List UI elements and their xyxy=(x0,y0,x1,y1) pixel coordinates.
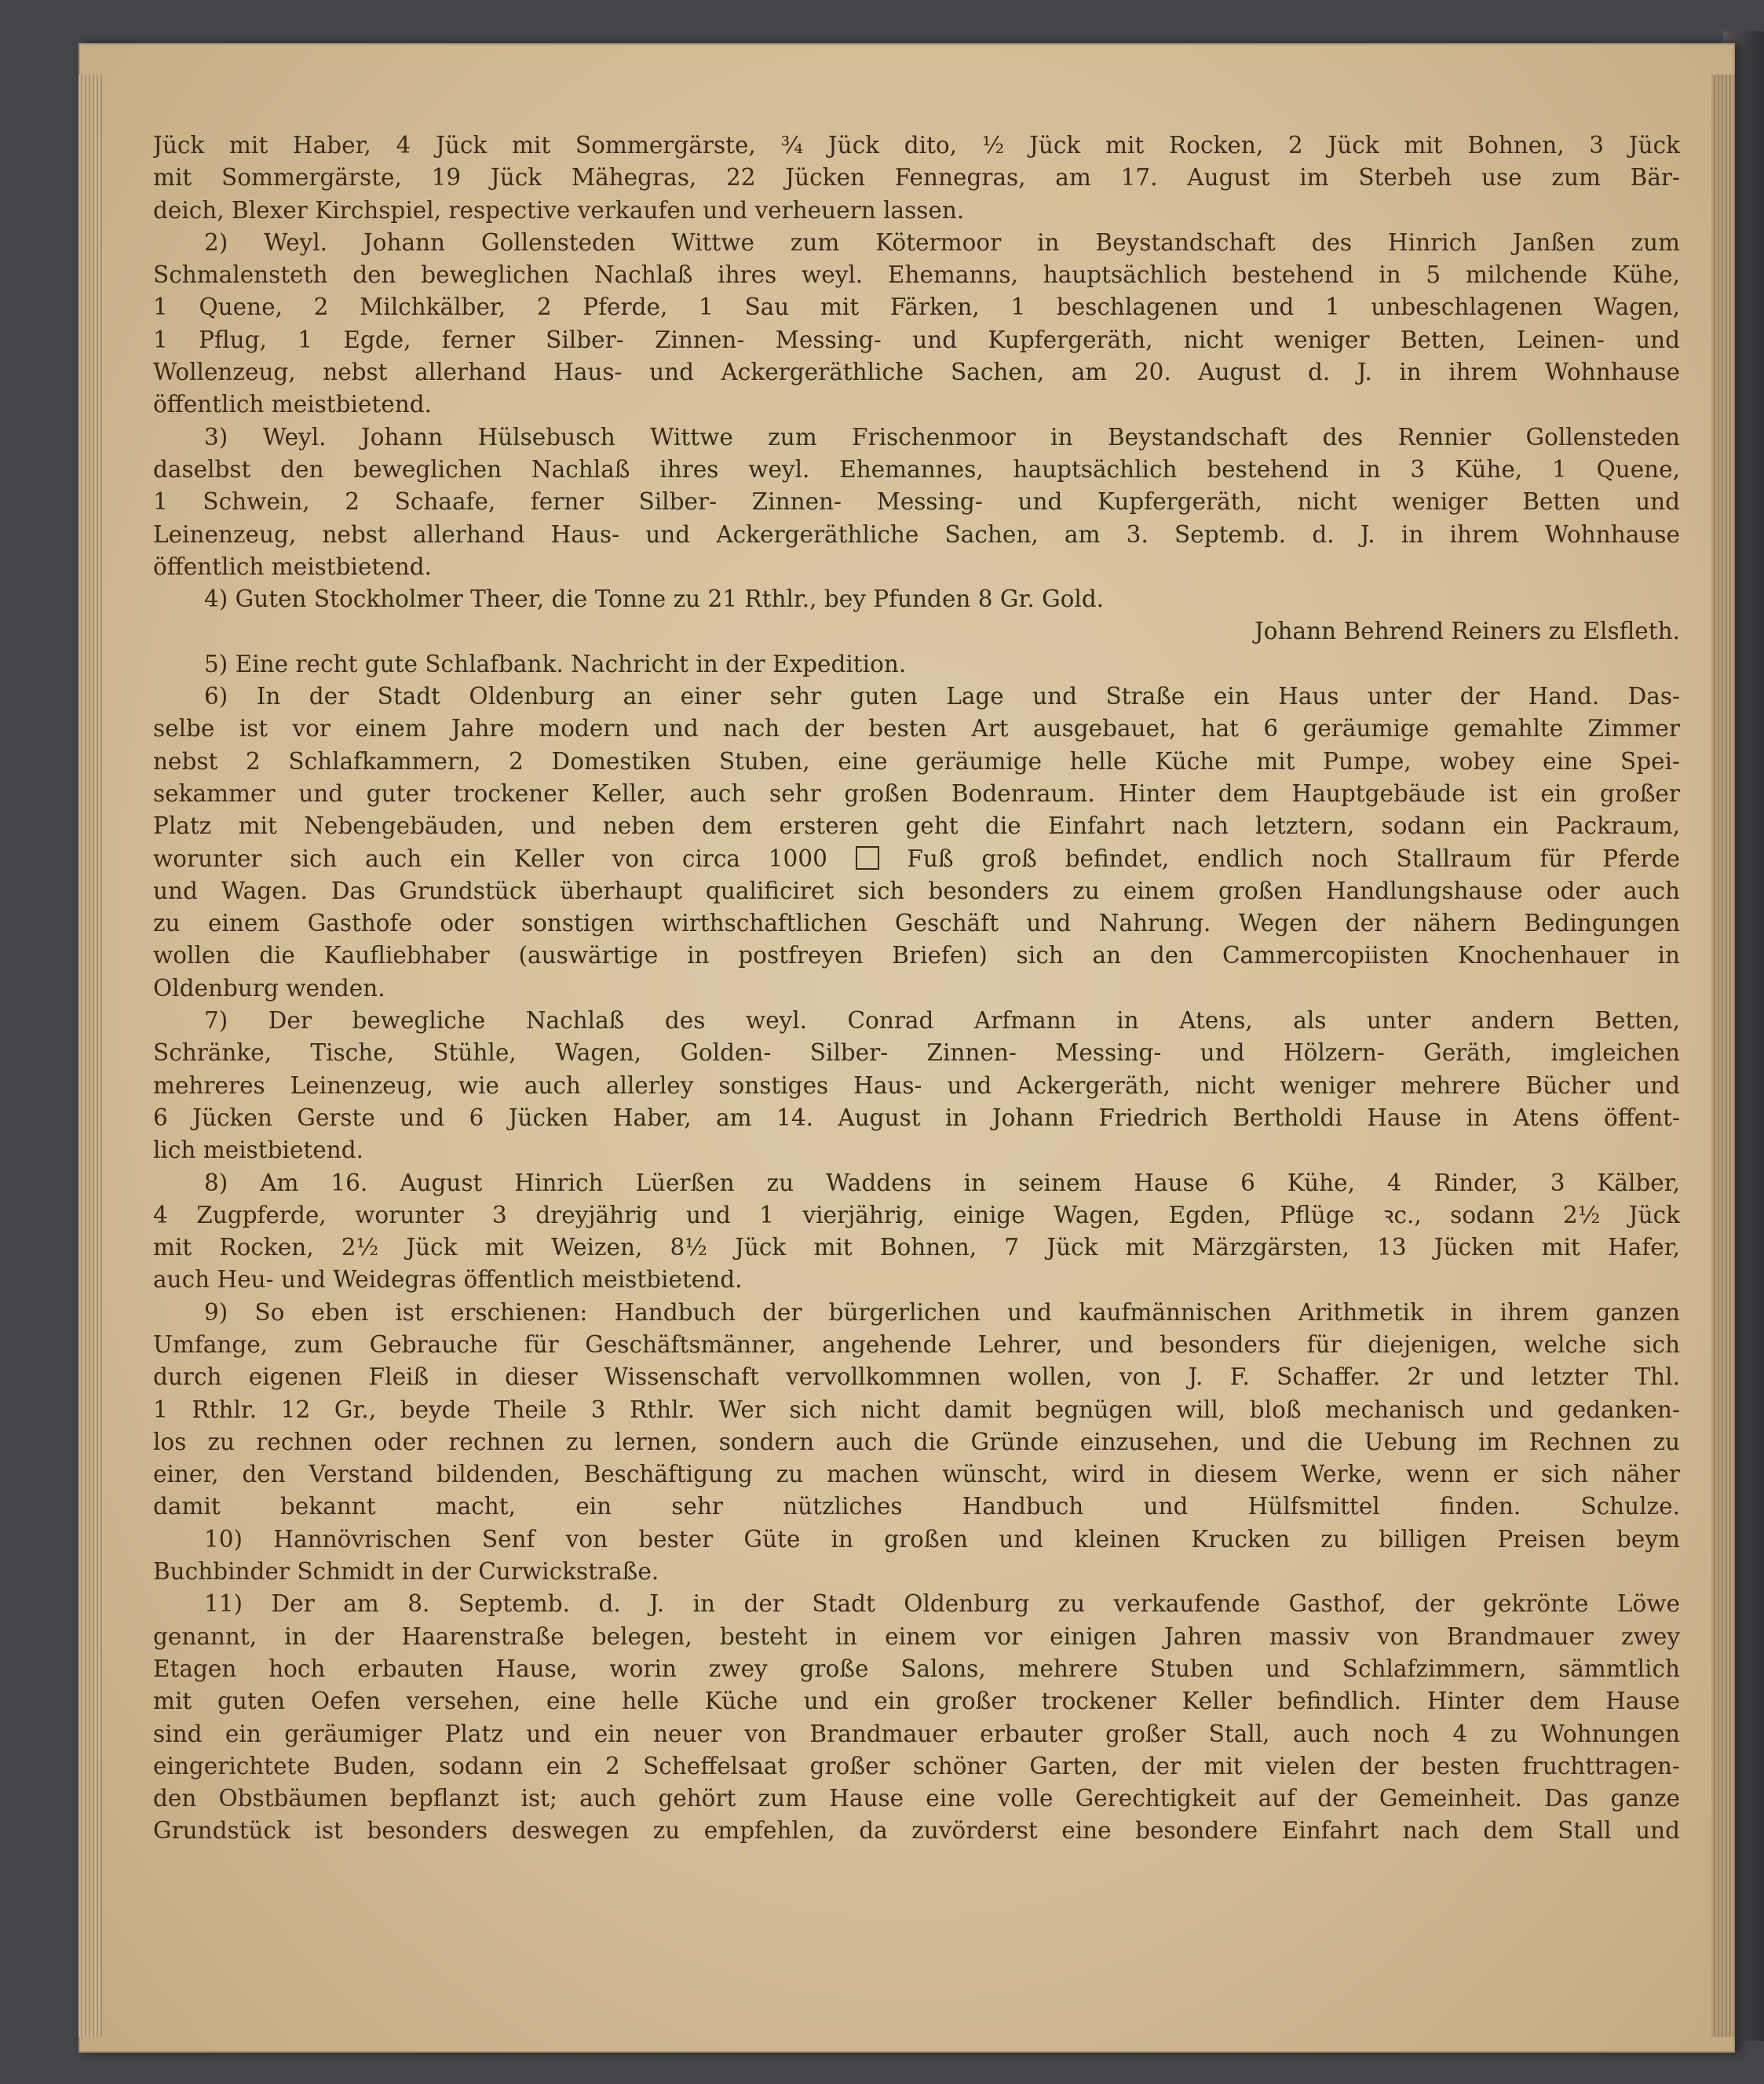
text-line: damit bekannt macht, ein sehr nützliches Handbuch und Hülfsmittel finden. Schulze. xyxy=(153,1493,1680,1520)
text-line: 6 Jücken Gerste und 6 Jücken Haber, am 14. August in Johann Friedrich Bertholdi Hause in Atens öffent- xyxy=(153,1104,1680,1131)
text-line: 10) Hannövrischen Senf von bester Güte in großen und kleinen Krucken zu billigen Preisen beym xyxy=(204,1525,1680,1553)
text-line: 7) Der bewegliche Nachlaß des weyl. Conrad Arfmann in Atens, als unter andern Betten, xyxy=(204,1007,1680,1035)
text-line: Schmalensteth den beweglichen Nachlaß ihres weyl. Ehemanns, hauptsächlich bestehend in 5 milchende Kühe, xyxy=(153,261,1680,289)
text-line-part: worunter sich auch ein Keller von circa 1000 xyxy=(153,845,827,872)
text-line: 5) Eine recht gute Schlafbank. Nachricht in der Expedition. xyxy=(204,650,907,677)
document-text-block xyxy=(153,130,1680,1848)
text-line: Wollenzeug, nebst allerhand Haus- und Ackergeräthliche Sachen, am 20. August d. J. in ihrem Wohnhause xyxy=(153,359,1680,386)
text-line: Grundstück ist besonders deswegen zu empfehlen, da zuvörderst eine besondere Einfahrt nach dem Stall und xyxy=(153,1817,1680,1845)
text-line: 9) So eben ist erschienen: Handbuch der bürgerlichen und kaufmännischen Arithmetik in ihrem ganzen xyxy=(204,1298,1680,1326)
text-line: mit guten Oefen versehen, eine helle Küche und ein großer trockener Keller befindlich. Hinter dem Hause xyxy=(153,1688,1680,1715)
text-line: auch Heu- und Weidegras öffentlich meistbietend. xyxy=(153,1266,743,1294)
text-line: eingerichtete Buden, sodann ein 2 Scheffelsaat großer schöner Garten, der mit vielen der besten fruchttragen- xyxy=(153,1752,1680,1779)
text-line: 1 Pflug, 1 Egde, ferner Silber- Zinnen- Messing- und Kupfergeräth, nicht weniger Betten, Leinen- und xyxy=(153,326,1680,353)
page-stack-left-edge xyxy=(79,75,102,2037)
text-line: Umfange, zum Gebrauche für Geschäftsmänner, angehende Lehrer, und besonders für diejenigen, welche sich xyxy=(153,1330,1680,1358)
text-line: 11) Der am 8. Septemb. d. J. in der Stadt Oldenburg zu verkaufende Gasthof, der gekrönte Löwe xyxy=(204,1590,1680,1618)
text-line: 4) Guten Stockholmer Theer, die Tonne zu 21 Rthlr., bey Pfunden 8 Gr. Gold. xyxy=(204,586,1105,613)
text-line: deich, Blexer Kirchspiel, respective verkaufen und verheuern lassen. xyxy=(153,196,965,224)
text-line: Jück mit Haber, 4 Jück mit Sommergärste, ¾ Jück dito, ½ Jück mit Rocken, 2 Jück mit Bohnen, 3 Jück xyxy=(153,132,1680,159)
text-line: Oldenburg wenden. xyxy=(153,974,385,1002)
text-line: öffentlich meistbietend. xyxy=(153,553,433,580)
text-line: selbe ist vor einem Jahre modern und nach der besten Art ausgebauet, hat 6 geräumige gemahlte Zimmer xyxy=(153,715,1680,743)
text-line: 3) Weyl. Johann Hülsebusch Wittwe zum Frischenmoor in Beystandschaft des Rennier Gollensteden xyxy=(204,423,1680,451)
text-line: 2) Weyl. Johann Gollensteden Wittwe zum Kötermoor in Beystandschaft des Hinrich Janßen zum xyxy=(204,228,1680,256)
text-line: 1 Schwein, 2 Schaafe, ferner Silber- Zinnen- Messing- und Kupfergeräth, nicht weniger Betten und xyxy=(153,488,1680,516)
text-line: einer, den Verstand bildenden, Beschäftigung zu machen wünscht, wird in diesem Werke, wenn er sich näher xyxy=(153,1461,1680,1488)
text-line: Leinenzeug, nebst allerhand Haus- und Ackergeräthliche Sachen, am 3. Septemb. d. J. in ihrem Wohnhause xyxy=(153,520,1680,548)
page-stack-right-edge xyxy=(1711,75,1735,2037)
text-line: los zu rechnen oder rechnen zu lernen, sondern auch die Gründe einzusehen, und die Uebung im Rechnen zu xyxy=(153,1428,1680,1455)
text-line: lich meistbietend. xyxy=(153,1137,363,1164)
text-line-part: Fuß groß befindet, endlich noch Stallraum für Pferde xyxy=(878,845,1680,872)
text-line: öffentlich meistbietend. xyxy=(153,391,433,418)
text-line: 1 Rthlr. 12 Gr., beyde Theile 3 Rthlr. Wer sich nicht damit begnügen will, bloß mechanisch und gedanken- xyxy=(153,1396,1680,1423)
text-line: sind ein geräumiger Platz und ein neuer von Brandmauer erbauter großer Stall, auch noch 4 zu Wohnungen xyxy=(153,1720,1680,1747)
text-line: mehreres Leinenzeug, wie auch allerley sonstiges Haus- und Ackergeräth, nicht weniger mehrere Bücher und xyxy=(153,1071,1680,1099)
text-line: wollen die Kaufliebhaber (auswärtige in postfreyen Briefen) sich an den Cammercopiisten Knochenhauer in xyxy=(153,942,1680,969)
text-line: mit Sommergärste, 19 Jück Mähegras, 22 Jücken Fennegras, am 17. August im Sterbeh use zum Bär- xyxy=(153,164,1680,192)
text-line: 1 Quene, 2 Milchkälber, 2 Pferde, 1 Sau mit Färken, 1 beschlagenen und 1 unbeschlagenen Wagen, xyxy=(153,294,1680,321)
text-line: 6) In der Stadt Oldenburg an einer sehr guten Lage und Straße ein Haus unter der Hand. Das- xyxy=(204,683,1680,710)
text-line: zu einem Gasthofe oder sonstigen wirthschaftlichen Geschäft und Nahrung. Wegen der nähern Bedingungen xyxy=(153,910,1680,937)
text-line: mit Rocken, 2½ Jück mit Weizen, 8½ Jück mit Bohnen, 7 Jück mit Märzgärsten, 13 Jücken mit Hafer, xyxy=(153,1234,1680,1261)
text-line: Schränke, Tische, Stühle, Wagen, Golden- Silber- Zinnen- Messing- und Hölzern- Geräth, imgleichen xyxy=(153,1039,1680,1067)
text-line: sekammer und guter trockener Keller, auch sehr großen Bodenraum. Hinter dem Hauptgebäude ist ein großer xyxy=(153,779,1680,807)
text-line: Johann Behrend Reiners zu Elsfleth. xyxy=(1254,618,1680,645)
square-measure-icon xyxy=(856,846,879,870)
text-line xyxy=(153,843,1680,875)
text-line: nebst 2 Schlafkammern, 2 Domestiken Stuben, eine geräumige helle Küche mit Pumpe, wobey eine Spei- xyxy=(153,747,1680,775)
text-line: Platz mit Nebengebäuden, und neben dem ersteren geht die Einfahrt nach letztern, sodann ein Packraum, xyxy=(153,812,1680,840)
text-line: Etagen hoch erbauten Hause, worin zwey große Salons, mehrere Stuben und Schlafzimmern, sämmtlich xyxy=(153,1655,1680,1682)
text-line: Buchbinder Schmidt in der Curwickstraße. xyxy=(153,1558,659,1586)
text-line: den Obstbäumen bepflanzt ist; auch gehört zum Hause eine volle Gerechtigkeit auf der Gemeinheit. Das ganze xyxy=(153,1785,1680,1812)
text-line: genannt, in der Haarenstraße belegen, besteht in einem vor einigen Jahren massiv von Brandmauer zwey xyxy=(153,1622,1680,1650)
text-line: daselbst den beweglichen Nachlaß ihres weyl. Ehemannes, hauptsächlich bestehend in 3 Kühe, 1 Quene, xyxy=(153,455,1680,483)
text-line: und Wagen. Das Grundstück überhaupt qualificiret sich besonders zu einem großen Handlungshause oder auch xyxy=(153,877,1680,904)
text-line: 4 Zugpferde, worunter 3 dreyjährig und 1 vierjährig, einige Wagen, Egden, Pflüge ꝛc., sodann 2½ Jück xyxy=(153,1201,1680,1228)
text-line: 8) Am 16. August Hinrich Lüerßen zu Waddens in seinem Hause 6 Kühe, 4 Rinder, 3 Kälber, xyxy=(204,1169,1680,1196)
text-line: durch eigenen Fleiß in dieser Wissenschaft vervollkommnen wollen, von J. F. Schaffer. 2r und letzter Thl. xyxy=(153,1363,1680,1391)
